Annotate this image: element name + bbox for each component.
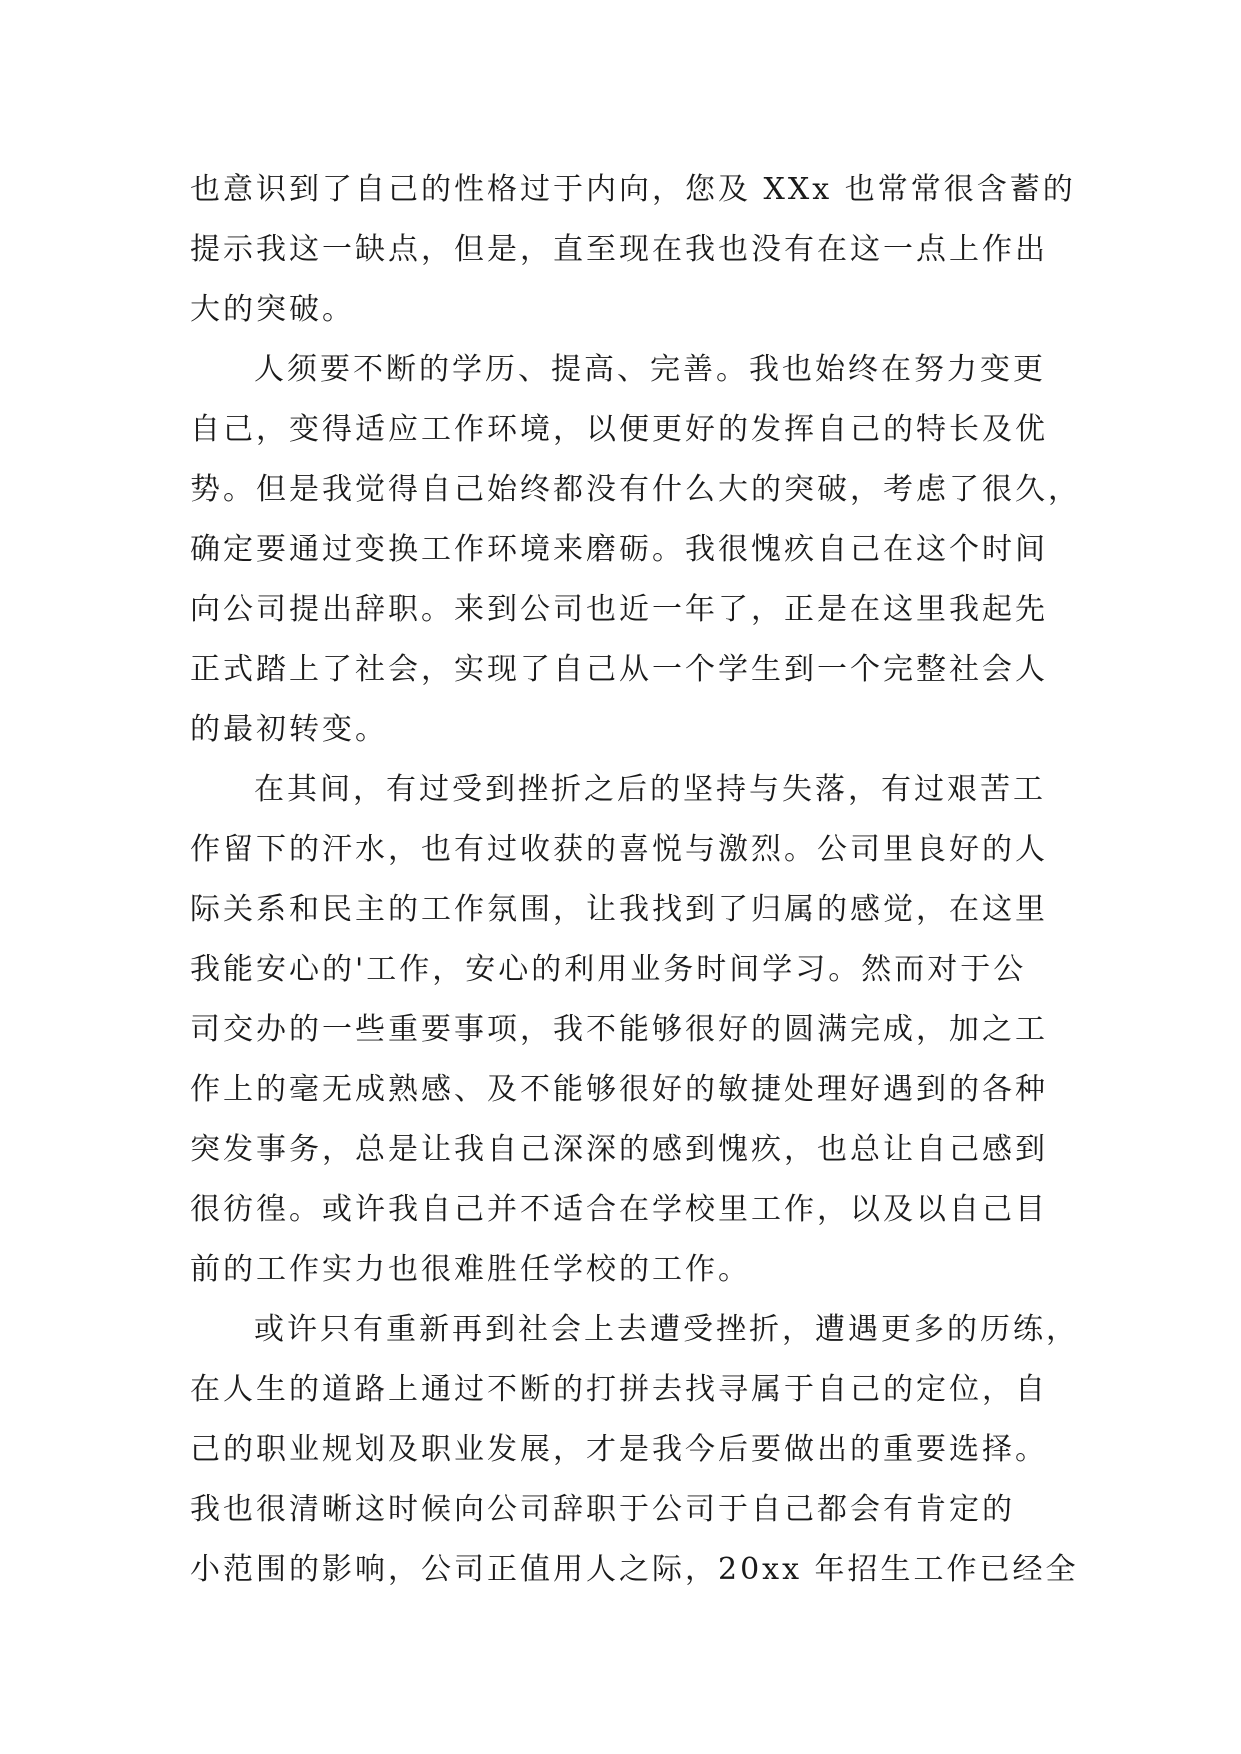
text-line: 大的突破。 — [190, 292, 355, 327]
paragraph-start-line: 人须要不断的学历、提高、完善。我也始终在努力变更 — [254, 352, 1046, 387]
text-line: 自己，变得适应工作环境，以便更好的发挥自己的特长及优 — [190, 412, 1048, 447]
text-line: 我也很清晰这时候向公司辞职于公司于自己都会有肯定的 — [190, 1492, 1015, 1527]
text-line: 确定要通过变换工作环境来磨砺。我很愧疚自己在这个时间 — [190, 532, 1048, 567]
text-line: 也意识到了自己的性格过于内向，您及 XXx 也常常很含蓄的 — [190, 172, 1076, 207]
text-line: 己的职业规划及职业发展，才是我今后要做出的重要选择。 — [190, 1432, 1048, 1467]
text-line: 在人生的道路上通过不断的打拼去找寻属于自己的定位，自 — [190, 1372, 1048, 1407]
text-line: 司交办的一些重要事项，我不能够很好的圆满完成，加之工 — [190, 1012, 1048, 1047]
text-line: 的最初转变。 — [190, 712, 388, 747]
text-line: 作留下的汗水，也有过收获的喜悦与激烈。公司里良好的人 — [190, 832, 1048, 867]
body-text — [190, 160, 1081, 1600]
text-line: 向公司提出辞职。来到公司也近一年了，正是在这里我起先 — [190, 592, 1048, 627]
text-line: 提示我这一缺点，但是，直至现在我也没有在这一点上作出 — [190, 232, 1048, 267]
paragraph-start-line: 在其间，有过受到挫折之后的坚持与失落，有过艰苦工 — [254, 772, 1046, 807]
paragraph-start-line: 或许只有重新再到社会上去遭受挫折，遭遇更多的历练， — [254, 1312, 1079, 1347]
text-line: 前的工作实力也很难胜任学校的工作。 — [190, 1252, 751, 1287]
text-line: 作上的毫无成熟感、及不能够很好的敏捷处理好遇到的各种 — [190, 1072, 1048, 1107]
text-line: 我能安心的'工作，安心的利用业务时间学习。然而对于公 — [190, 952, 1027, 987]
text-line: 正式踏上了社会，实现了自己从一个学生到一个完整社会人 — [190, 652, 1048, 687]
text-line: 小范围的影响，公司正值用人之际，20xx 年招生工作已经全 — [190, 1552, 1079, 1587]
text-line: 突发事务，总是让我自己深深的感到愧疚，也总让自己感到 — [190, 1132, 1048, 1167]
text-line: 际关系和民主的工作氛围，让我找到了归属的感觉，在这里 — [190, 892, 1048, 927]
text-line: 势。但是我觉得自己始终都没有什么大的突破，考虑了很久， — [190, 472, 1081, 507]
text-line: 很彷徨。或许我自己并不适合在学校里工作，以及以自己目 — [190, 1192, 1048, 1227]
